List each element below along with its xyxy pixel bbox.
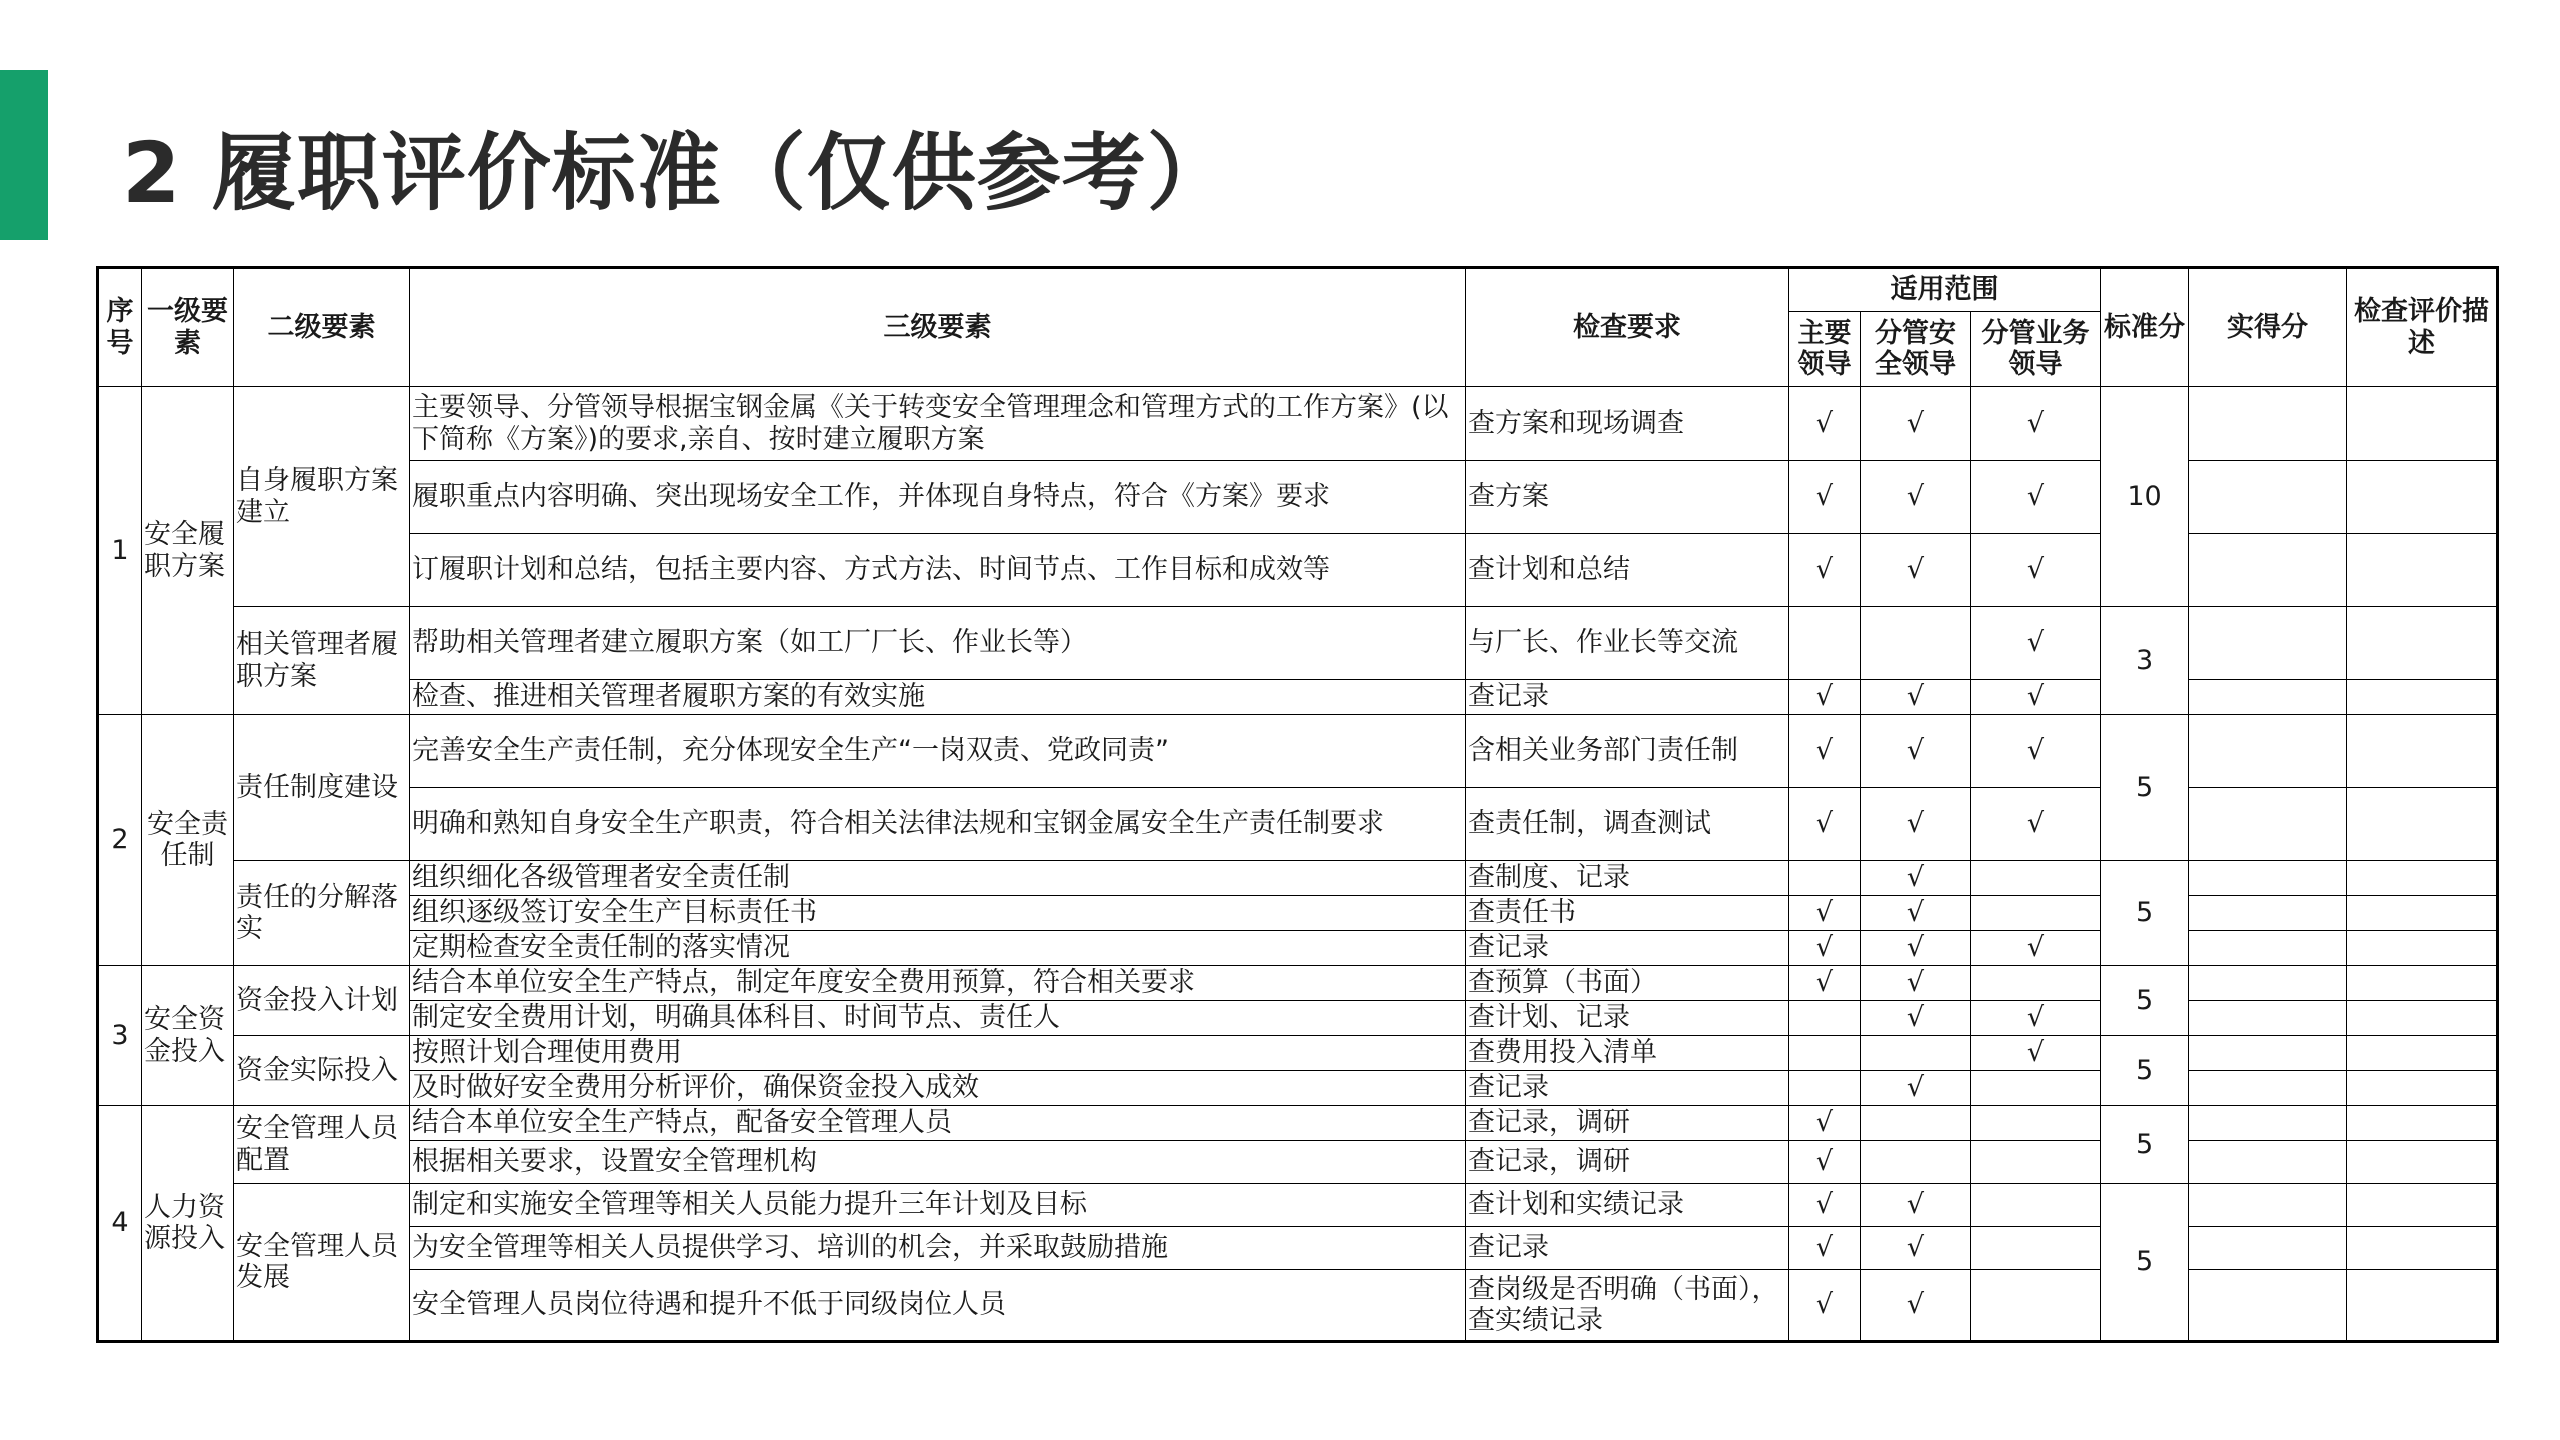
scope-business-check [1971,966,2101,1001]
check-requirement-cell: 查责任制，调查测试 [1466,788,1789,861]
check-requirement-cell: 查制度、记录 [1466,861,1789,896]
actual-score-cell[interactable] [2189,1036,2347,1071]
scope-main-check: √ [1789,1141,1861,1184]
actual-score-cell[interactable] [2189,461,2347,534]
actual-score-cell[interactable] [2189,607,2347,680]
evaluation-description-cell[interactable] [2347,387,2498,461]
scope-main-check: √ [1789,1106,1861,1141]
level2-cell: 责任制度建设 [234,715,410,861]
check-requirement-cell: 含相关业务部门责任制 [1466,715,1789,788]
scope-safety-check: √ [1861,387,1971,461]
evaluation-description-cell[interactable] [2347,534,2498,607]
level3-cell: 为安全管理等相关人员提供学习、培训的机会，并采取鼓励措施 [410,1227,1466,1270]
scope-main-check [1789,1071,1861,1106]
accent-bar [0,70,48,240]
level3-cell: 检查、推进相关管理者履职方案的有效实施 [410,680,1466,715]
scope-main-check: √ [1789,387,1861,461]
scope-main-check: √ [1789,1270,1861,1342]
scope-main-check: √ [1789,896,1861,931]
scope-safety-check [1861,1141,1971,1184]
standard-score-cell: 5 [2101,1106,2189,1184]
actual-score-cell[interactable] [2189,966,2347,1001]
header-level3: 三级要素 [410,268,1466,387]
evaluation-description-cell[interactable] [2347,461,2498,534]
scope-main-check: √ [1789,534,1861,607]
scope-business-check: √ [1971,715,2101,788]
page-title: 2 履职评价标准（仅供参考） [122,124,1232,222]
scope-business-check: √ [1971,461,2101,534]
check-requirement-cell: 查预算（书面） [1466,966,1789,1001]
scope-main-check: √ [1789,715,1861,788]
check-requirement-cell: 查记录 [1466,931,1789,966]
table-row [98,607,2498,680]
level3-cell: 制定安全费用计划，明确具体科目、时间节点、责任人 [410,1001,1466,1036]
scope-safety-check [1861,1106,1971,1141]
evaluation-description-cell[interactable] [2347,1036,2498,1071]
scope-main-check: √ [1789,1227,1861,1270]
scope-business-check [1971,1106,2101,1141]
level3-cell: 按照计划合理使用费用 [410,1036,1466,1071]
scope-safety-check: √ [1861,534,1971,607]
actual-score-cell[interactable] [2189,387,2347,461]
evaluation-description-cell[interactable] [2347,1270,2498,1342]
check-requirement-cell: 查记录 [1466,1071,1789,1106]
table-row [98,715,2498,788]
level3-cell: 安全管理人员岗位待遇和提升不低于同级岗位人员 [410,1270,1466,1342]
header-evaluation-description: 检查评价描述 [2347,268,2498,387]
table-row [98,1184,2498,1227]
actual-score-cell[interactable] [2189,896,2347,931]
evaluation-description-cell[interactable] [2347,788,2498,861]
table-row [98,387,2498,461]
check-requirement-cell: 查记录 [1466,1227,1789,1270]
scope-main-check [1789,1036,1861,1071]
scope-main-check: √ [1789,788,1861,861]
check-requirement-cell: 查方案 [1466,461,1789,534]
scope-business-check: √ [1971,680,2101,715]
scope-main-check: √ [1789,1184,1861,1227]
scope-business-check [1971,896,2101,931]
check-requirement-cell: 查计划和实绩记录 [1466,1184,1789,1227]
scope-safety-check: √ [1861,1227,1971,1270]
scope-business-check [1971,1071,2101,1106]
actual-score-cell[interactable] [2189,715,2347,788]
check-requirement-cell: 查责任书 [1466,896,1789,931]
evaluation-description-cell[interactable] [2347,607,2498,680]
level2-cell: 安全管理人员配置 [234,1106,410,1184]
level2-cell: 安全管理人员发展 [234,1184,410,1342]
evaluation-description-cell[interactable] [2347,861,2498,896]
scope-business-check: √ [1971,387,2101,461]
row-no: 3 [98,966,142,1106]
scope-main-check: √ [1789,461,1861,534]
scope-business-check [1971,1184,2101,1227]
scope-safety-check [1861,607,1971,680]
table-row [98,1036,2498,1071]
check-requirement-cell: 查记录，调研 [1466,1141,1789,1184]
check-requirement-cell: 查岗级是否明确（书面），查实绩记录 [1466,1270,1789,1342]
table-row [98,1106,2498,1141]
check-requirement-cell: 查方案和现场调查 [1466,387,1789,461]
scope-business-check: √ [1971,607,2101,680]
actual-score-cell[interactable] [2189,680,2347,715]
scope-business-check [1971,1270,2101,1342]
level3-cell: 制定和实施安全管理等相关人员能力提升三年计划及目标 [410,1184,1466,1227]
actual-score-cell[interactable] [2189,534,2347,607]
scope-main-check: √ [1789,966,1861,1001]
level3-cell: 结合本单位安全生产特点，制定年度安全费用预算，符合相关要求 [410,966,1466,1001]
scope-business-check [1971,861,2101,896]
scope-business-check: √ [1971,788,2101,861]
level1-cell: 安全履职方案 [142,387,234,715]
scope-safety-check: √ [1861,788,1971,861]
level3-cell: 完善安全生产责任制，充分体现安全生产“一岗双责、党政同责” [410,715,1466,788]
header-level2: 二级要素 [234,268,410,387]
header-row [98,268,2498,312]
level2-cell: 相关管理者履职方案 [234,607,410,715]
row-no: 4 [98,1106,142,1342]
level2-cell: 责任的分解落实 [234,861,410,966]
evaluation-description-cell[interactable] [2347,680,2498,715]
scope-main-check [1789,1001,1861,1036]
header-scope-main: 主要领导 [1789,312,1861,387]
evaluation-description-cell[interactable] [2347,966,2498,1001]
evaluation-table [96,266,2499,1343]
scope-safety-check [1861,1036,1971,1071]
scope-safety-check: √ [1861,461,1971,534]
level3-cell: 及时做好安全费用分析评价，确保资金投入成效 [410,1071,1466,1106]
row-no: 2 [98,715,142,966]
header-standard-score: 标准分 [2101,268,2189,387]
scope-safety-check: √ [1861,1184,1971,1227]
check-requirement-cell: 查记录，调研 [1466,1106,1789,1141]
evaluation-description-cell[interactable] [2347,931,2498,966]
level2-cell: 资金投入计划 [234,966,410,1036]
level3-cell: 结合本单位安全生产特点，配备安全管理人员 [410,1106,1466,1141]
scope-safety-check: √ [1861,715,1971,788]
scope-safety-check: √ [1861,1270,1971,1342]
level3-cell: 根据相关要求，设置安全管理机构 [410,1141,1466,1184]
scope-safety-check: √ [1861,966,1971,1001]
scope-safety-check: √ [1861,861,1971,896]
scope-business-check: √ [1971,1036,2101,1071]
level2-cell: 资金实际投入 [234,1036,410,1106]
header-level1: 一级要素 [142,268,234,387]
actual-score-cell[interactable] [2189,788,2347,861]
scope-business-check: √ [1971,1001,2101,1036]
scope-safety-check: √ [1861,896,1971,931]
check-requirement-cell: 与厂长、作业长等交流 [1466,607,1789,680]
level3-cell: 订履职计划和总结，包括主要内容、方式方法、时间节点、工作目标和成效等 [410,534,1466,607]
level3-cell: 主要领导、分管领导根据宝钢金属《关于转变安全管理理念和管理方式的工作方案》(以下简称《方案》)的要求,亲自、按时建立履职方案 [410,387,1466,461]
level1-cell: 安全责任制 [142,715,234,966]
header-check-requirement: 检查要求 [1466,268,1789,387]
actual-score-cell[interactable] [2189,1184,2347,1227]
level3-cell: 定期检查安全责任制的落实情况 [410,931,1466,966]
evaluation-description-cell[interactable] [2347,1106,2498,1141]
scope-main-check [1789,861,1861,896]
standard-score-cell: 3 [2101,607,2189,715]
header-scope-safety: 分管安全领导 [1861,312,1971,387]
standard-score-cell: 10 [2101,387,2189,607]
scope-main-check: √ [1789,680,1861,715]
level3-cell: 履职重点内容明确、突出现场安全工作，并体现自身特点，符合《方案》要求 [410,461,1466,534]
actual-score-cell[interactable] [2189,1227,2347,1270]
evaluation-description-cell[interactable] [2347,1227,2498,1270]
scope-safety-check: √ [1861,680,1971,715]
evaluation-table-container [96,266,2496,1343]
actual-score-cell[interactable] [2189,1071,2347,1106]
actual-score-cell[interactable] [2189,931,2347,966]
actual-score-cell[interactable] [2189,1141,2347,1184]
level3-cell: 明确和熟知自身安全生产职责，符合相关法律法规和宝钢金属安全生产责任制要求 [410,788,1466,861]
header-no: 序号 [98,268,142,387]
header-scope-business: 分管业务领导 [1971,312,2101,387]
table-row [98,966,2498,1001]
actual-score-cell[interactable] [2189,1001,2347,1036]
header-scope: 适用范围 [1789,268,2101,312]
actual-score-cell[interactable] [2189,1270,2347,1342]
actual-score-cell[interactable] [2189,861,2347,896]
scope-safety-check: √ [1861,931,1971,966]
level3-cell: 组织逐级签订安全生产目标责任书 [410,896,1466,931]
level3-cell: 组织细化各级管理者安全责任制 [410,861,1466,896]
scope-business-check: √ [1971,931,2101,966]
table-row [98,861,2498,896]
evaluation-description-cell[interactable] [2347,896,2498,931]
evaluation-description-cell[interactable] [2347,1141,2498,1184]
evaluation-description-cell[interactable] [2347,1071,2498,1106]
standard-score-cell: 5 [2101,861,2189,966]
evaluation-description-cell[interactable] [2347,1184,2498,1227]
level2-cell: 自身履职方案建立 [234,387,410,607]
scope-safety-check: √ [1861,1071,1971,1106]
header-actual-score: 实得分 [2189,268,2347,387]
level3-cell: 帮助相关管理者建立履职方案（如工厂厂长、作业长等） [410,607,1466,680]
standard-score-cell: 5 [2101,715,2189,861]
scope-main-check [1789,607,1861,680]
scope-business-check [1971,1227,2101,1270]
check-requirement-cell: 查记录 [1466,680,1789,715]
scope-main-check: √ [1789,931,1861,966]
check-requirement-cell: 查计划、记录 [1466,1001,1789,1036]
level1-cell: 安全资金投入 [142,966,234,1106]
level1-cell: 人力资源投入 [142,1106,234,1342]
standard-score-cell: 5 [2101,1036,2189,1106]
row-no: 1 [98,387,142,715]
standard-score-cell: 5 [2101,1184,2189,1342]
scope-business-check: √ [1971,534,2101,607]
evaluation-description-cell[interactable] [2347,715,2498,788]
scope-business-check [1971,1141,2101,1184]
check-requirement-cell: 查费用投入清单 [1466,1036,1789,1071]
actual-score-cell[interactable] [2189,1106,2347,1141]
scope-safety-check: √ [1861,1001,1971,1036]
standard-score-cell: 5 [2101,966,2189,1036]
evaluation-description-cell[interactable] [2347,1001,2498,1036]
check-requirement-cell: 查计划和总结 [1466,534,1789,607]
